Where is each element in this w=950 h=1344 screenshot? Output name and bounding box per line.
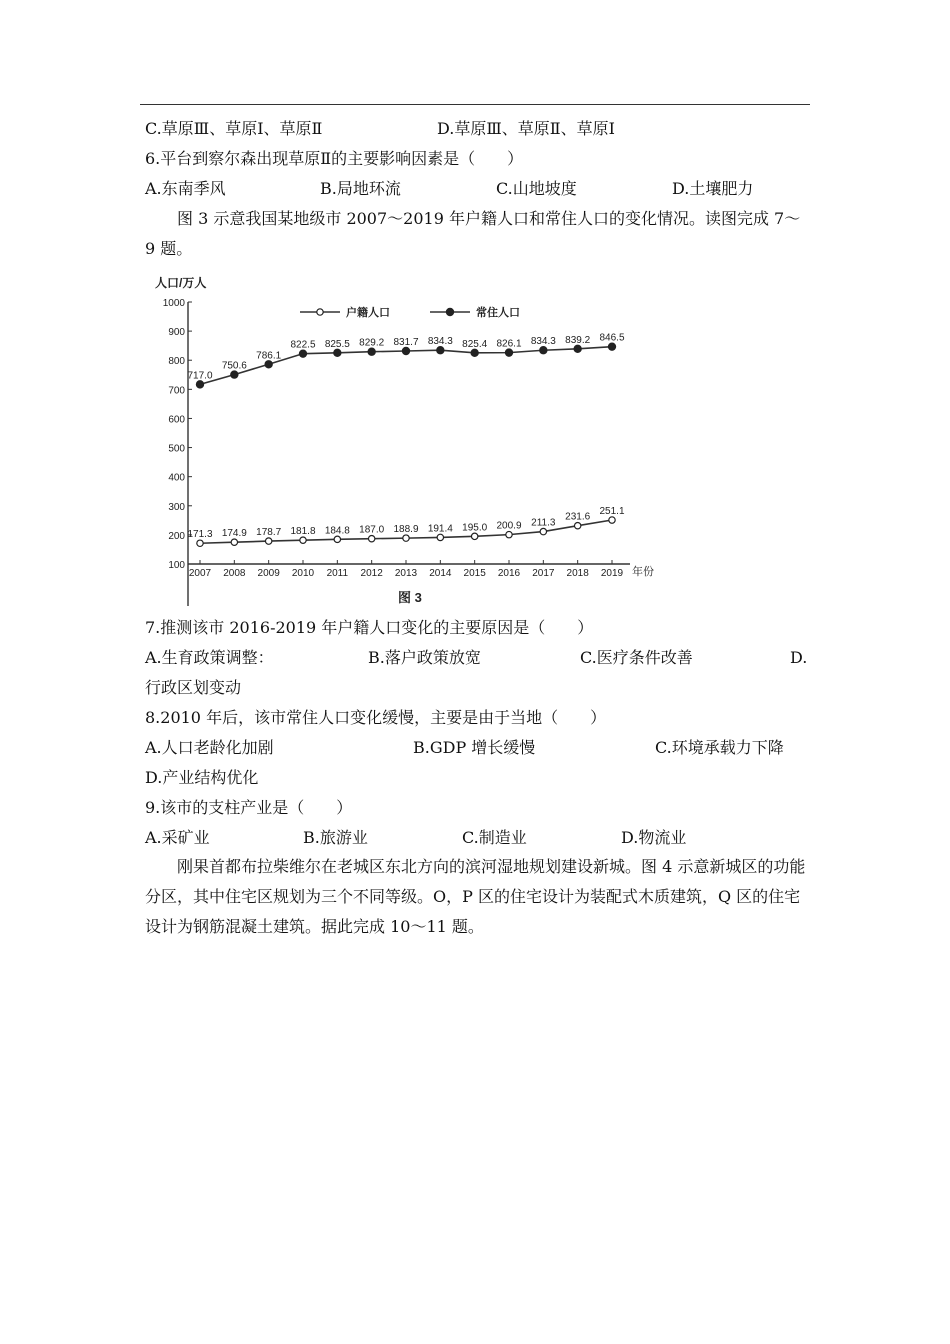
y-tick-label: 100 [168, 560, 185, 571]
data-label: 191.4 [427, 523, 453, 535]
data-point [402, 347, 409, 354]
data-label: 829.2 [359, 337, 385, 349]
data-label: 717.0 [187, 370, 213, 382]
figure4-intro-text: 刚果首都布拉柴维尔在老城区东北方向的滨河湿地规划建设新城。图 4 示意新城区的功能分区，其中住宅区规划为三个不同等级。O，P 区的住宅设计为装配式木质建筑，Q 区的住宅设计为钢筋混凝土建筑。据此完成 10～11 题。 [145, 857, 806, 936]
series-lines [200, 347, 612, 544]
q7-option-b: B.落户政策放宽 [368, 648, 481, 667]
data-point [300, 537, 306, 543]
y-axis-label: 人口/万人 [155, 276, 207, 290]
q7-option-d-letter: D. [790, 648, 808, 667]
data-label: 834.3 [427, 336, 453, 348]
q9-option-d: D.物流业 [621, 828, 687, 847]
q7-stem: 7.推测该市 2016-2019 年户籍人口变化的主要原因是（ ） [145, 618, 594, 637]
x-axis-ticks [189, 560, 624, 579]
data-label: 825.5 [324, 338, 350, 350]
x-tick-label: 2015 [463, 568, 486, 579]
data-point [540, 347, 547, 354]
y-tick-label: 600 [168, 414, 185, 426]
q7-option-c: C.医疗条件改善 [580, 648, 693, 667]
data-label: 822.5 [290, 339, 316, 351]
data-point [574, 345, 581, 352]
q9-stem: 9.该市的支柱产业是（ ） [145, 798, 353, 817]
data-point [196, 381, 203, 388]
data-label: 195.0 [462, 522, 488, 534]
legend-marker [446, 308, 453, 315]
q9-option-b: B.旅游业 [303, 828, 368, 847]
x-tick-label: 2017 [532, 568, 555, 579]
legend-marker [317, 309, 323, 315]
data-point [334, 349, 341, 356]
data-label: 171.3 [187, 529, 213, 541]
data-point [334, 536, 340, 542]
x-tick-label: 2016 [497, 568, 521, 579]
q7-option-d-text: 行政区划变动 [145, 678, 242, 697]
x-tick-label: 2018 [566, 568, 589, 579]
q5-option-c: C.草原Ⅲ、草原Ⅰ、草原Ⅱ [145, 119, 323, 138]
data-label: 839.2 [565, 334, 591, 346]
y-tick-label: 900 [168, 327, 185, 339]
data-label: 174.9 [221, 528, 247, 540]
chart-legend [300, 305, 520, 319]
q8-option-d: D.产业结构优化 [145, 768, 259, 787]
data-label: 831.7 [393, 336, 419, 348]
y-tick-label: 400 [168, 472, 185, 484]
data-label: 846.5 [599, 332, 625, 344]
data-point [299, 350, 306, 357]
data-point [608, 343, 615, 350]
q8-stem: 8.2010 年后，该市常住人口变化缓慢，主要是由于当地（ ） [145, 708, 607, 727]
q8-option-b: B.GDP 增长缓慢 [413, 738, 536, 757]
q6-stem: 6.平台到察尔森出现草原Ⅱ的主要影响因素是（ ） [145, 149, 524, 168]
q9-option-c: C.制造业 [462, 828, 527, 847]
q8-option-c: C.环境承载力下降 [655, 738, 784, 757]
figure3-intro-text: 图 3 示意我国某地级市 2007～2019 年户籍人口和常住人口的变化情况。读图完成 7～9 题。 [145, 209, 801, 258]
x-tick-label: 2007 [188, 568, 212, 579]
x-tick-label: 2019 [600, 568, 624, 579]
data-point [437, 534, 443, 540]
q5-option-d: D.草原Ⅲ、草原Ⅱ、草原Ⅰ [437, 119, 615, 138]
data-label: 181.8 [290, 526, 316, 538]
x-tick-label: 2008 [223, 568, 246, 579]
q6-option-b: B.局地环流 [320, 179, 401, 198]
data-point [437, 347, 444, 354]
y-tick-label: 500 [168, 443, 185, 455]
figure4-intro [145, 852, 810, 942]
data-point [368, 348, 375, 355]
data-label: 231.6 [565, 511, 591, 523]
x-tick-label: 2010 [291, 568, 315, 579]
x-tick-label: 2013 [394, 568, 418, 579]
x-tick-label: 2012 [360, 568, 383, 579]
population-chart [140, 270, 660, 610]
data-point [471, 349, 478, 356]
data-label: 200.9 [496, 520, 522, 532]
data-point [505, 349, 512, 356]
data-point [471, 533, 477, 539]
y-tick-label: 700 [168, 385, 185, 397]
data-label: 184.8 [324, 525, 350, 537]
data-labels [187, 333, 624, 541]
q9-option-a: A.采矿业 [145, 828, 210, 847]
legend-label: 户籍人口 [346, 307, 390, 319]
x-tick-label: 2014 [429, 568, 452, 579]
legend-label: 常住人口 [476, 307, 520, 319]
y-tick-label: 300 [168, 501, 185, 513]
q7-option-a: A.生育政策调整： [145, 648, 274, 667]
y-tick-label: 1000 [162, 298, 185, 309]
data-point [506, 531, 512, 537]
data-point [265, 361, 272, 368]
data-label: 826.1 [496, 338, 522, 350]
q8-option-a: A.人口老龄化加剧 [145, 738, 274, 757]
data-point [403, 535, 409, 541]
data-point [197, 540, 203, 546]
chart-title: 图 3 [398, 590, 422, 605]
data-point [540, 528, 546, 534]
x-tick-label: 2011 [326, 568, 349, 579]
data-label: 750.6 [221, 360, 247, 372]
data-label: 834.3 [530, 336, 556, 348]
data-point [609, 517, 615, 523]
x-tick-label: 2009 [257, 568, 280, 579]
q6-option-a: A.东南季风 [145, 179, 226, 198]
data-label: 187.0 [359, 524, 385, 536]
data-point [368, 535, 374, 541]
data-label: 188.9 [393, 524, 419, 536]
data-point [231, 371, 238, 378]
series-points [196, 343, 615, 546]
figure3-intro [145, 204, 810, 264]
y-tick-label: 200 [168, 530, 185, 542]
data-point [231, 539, 237, 545]
data-label: 251.1 [599, 506, 625, 518]
data-label: 786.1 [256, 350, 282, 362]
data-label: 211.3 [531, 517, 556, 529]
x-axis-label: 年份 [632, 566, 654, 578]
q6-option-d: D.土壤肥力 [672, 179, 754, 198]
y-tick-label: 800 [168, 356, 185, 368]
q6-option-c: C.山地坡度 [496, 179, 577, 198]
data-point [574, 522, 580, 528]
data-point [265, 538, 271, 544]
header-rule [140, 104, 810, 105]
data-label: 825.4 [462, 338, 488, 350]
data-label: 178.7 [256, 527, 282, 539]
